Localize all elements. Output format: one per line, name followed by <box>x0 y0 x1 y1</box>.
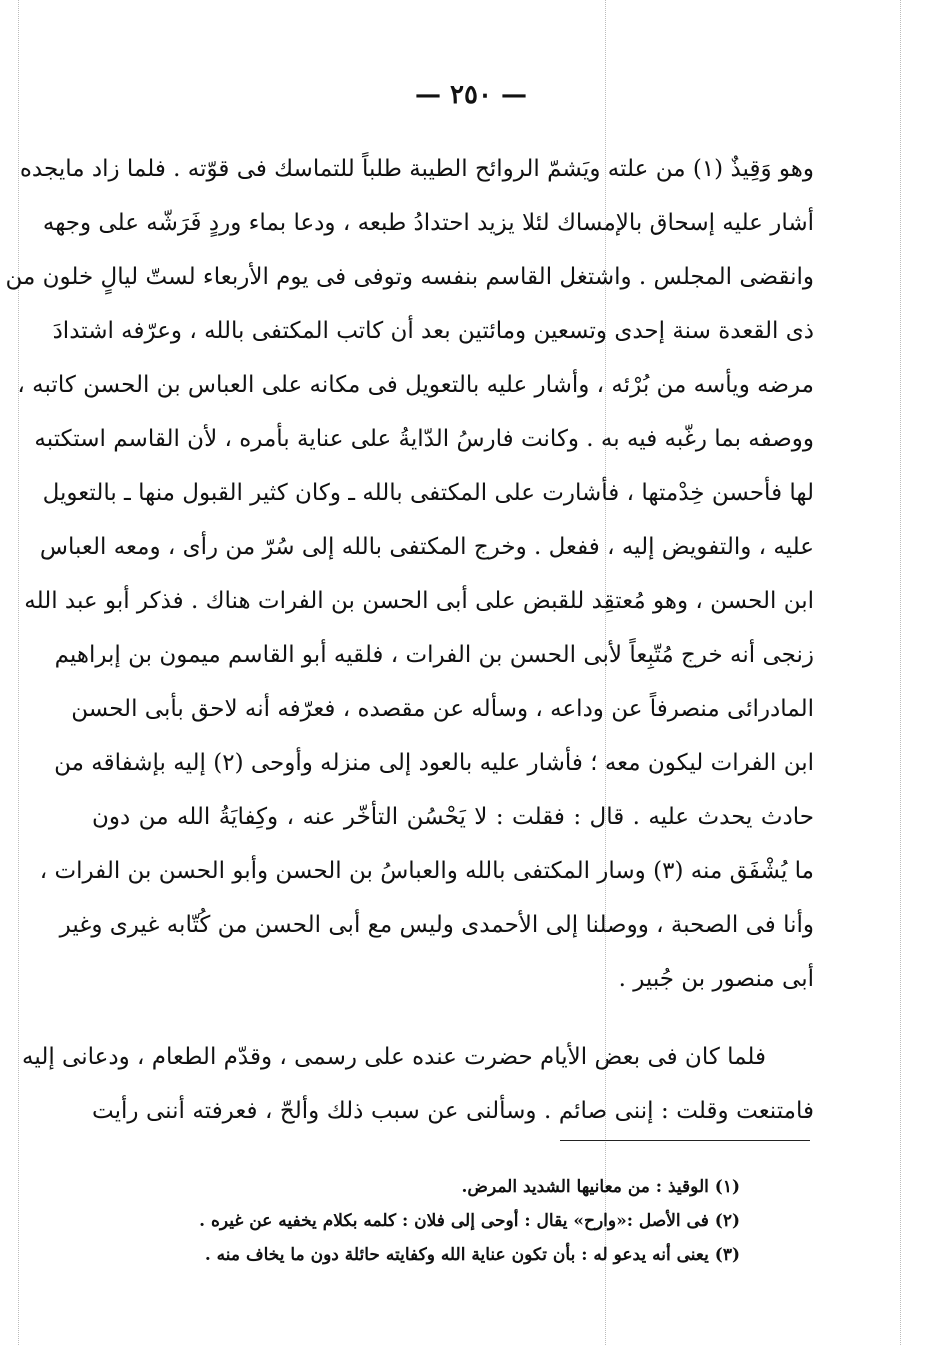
footnote-separator <box>560 1140 810 1141</box>
margin-guide-right <box>900 0 901 1345</box>
text-line: ذى القعدة سنة إحدى وتسعين ومائتين بعد أن كاتب المكتفى بالله ، وعرّفه اشتدادَ <box>52 318 814 344</box>
text-line: ما يُشْفَق منه (٣) وسار المكتفى بالله والعباسُ بن الحسن وأبو الحسن بن الفرات ، <box>39 858 814 884</box>
footnotes <box>140 1170 740 1272</box>
text-line: ابن الحسن ، وهو مُعتقِد للقبض على أبى الحسن بن الفرات هناك . فذكر أبو عبد الله <box>24 588 814 614</box>
text-line: مرضه ويأسه من بُرْئه ، وأشار عليه بالتعويل فى مكانه على العباس بن الحسن كاتبه ، <box>17 372 814 398</box>
text-line: ووصفه بما رغّبه فيه به . وكانت فارسُ الدّايةُ على عناية بأمره ، لأن القاسم استكتبه <box>34 426 814 452</box>
text-line: وهو وَقِيذٌ (١) من علته ويَشمّ الروائح الطيبة طلباً للتماسك فى قوّته . فلما زاد مايجده <box>19 156 814 182</box>
text-line: زنجى أنه خرج مُتّبِعاً لأبى الحسن بن الفرات ، فلقيه أبو القاسم ميمون بن إبراهيم <box>54 642 814 668</box>
text-line: المادرائى منصرفاً عن وداعه ، وسأله عن مقصده ، فعرّفه أنه لاحق بأبى الحسن <box>71 696 814 722</box>
text-line: أشار عليه إسحاق بالإمساك لئلا يزيد احتدادُ طبعه ، ودعا بماء وردٍ فَرَشّه على وجهه <box>42 210 814 236</box>
text-line: عليه ، والتفويض إليه ، ففعل . وخرج المكتفى بالله إلى سُرّ من رأى ، ومعه العباس <box>39 534 814 560</box>
text-line: أبى منصور بن جُبير . <box>618 966 814 992</box>
text-line: حادث يحدث عليه . قال : فقلت : لا يَحْسُن التأخّر عنه ، وكِفايَةُ الله من دون <box>92 804 814 830</box>
text-line: فلما كان فى بعض الأيام حضرت عنده على رسمى ، وقدّم الطعام ، ودعانى إليه <box>22 1044 766 1070</box>
page-number: — ٢٥٠ — <box>414 80 528 110</box>
text-line: ابن الفرات ليكون معه ؛ فأشار عليه بالعود إلى منزله وأوحى (٢) إليه بإشفاقه من <box>54 750 814 776</box>
margin-guide-left <box>18 0 19 1345</box>
body-text <box>5 142 814 1138</box>
footnote: (٣) يعنى أنه يدعو له : بأن تكون عناية الله وكفايته حائلة دون ما يخاف منه . <box>204 1245 740 1265</box>
footnote: (١) الوقيذ : من معانيها الشديد المرض. <box>461 1177 740 1197</box>
text-line: لها فأحسن خِدْمتها ، فأشارت على المكتفى بالله ـ وكان كثير القبول منها ـ بالتعويل <box>42 480 814 506</box>
text-line: وأنا فى الصحبة ، ووصلنا إلى الأحمدى وليس مع أبى الحسن من كُتّابه غيرى وغير <box>59 912 814 938</box>
text-line: فامتنعت وقلت : إننى صائم . وسألنى عن سبب ذلك وألحّ ، فعرفته أننى رأيت <box>92 1098 814 1124</box>
footnote: (٢) فى الأصل :«وارح» يقال : أوحى إلى فلان : كلمه بكلام يخفيه عن غيره . <box>199 1211 740 1231</box>
text-line: وانقضى المجلس . واشتغل القاسم بنفسه وتوفى فى يوم الأربعاء لستّ ليالٍ خلون من <box>5 264 814 290</box>
paragraph-gap <box>92 1006 814 1030</box>
